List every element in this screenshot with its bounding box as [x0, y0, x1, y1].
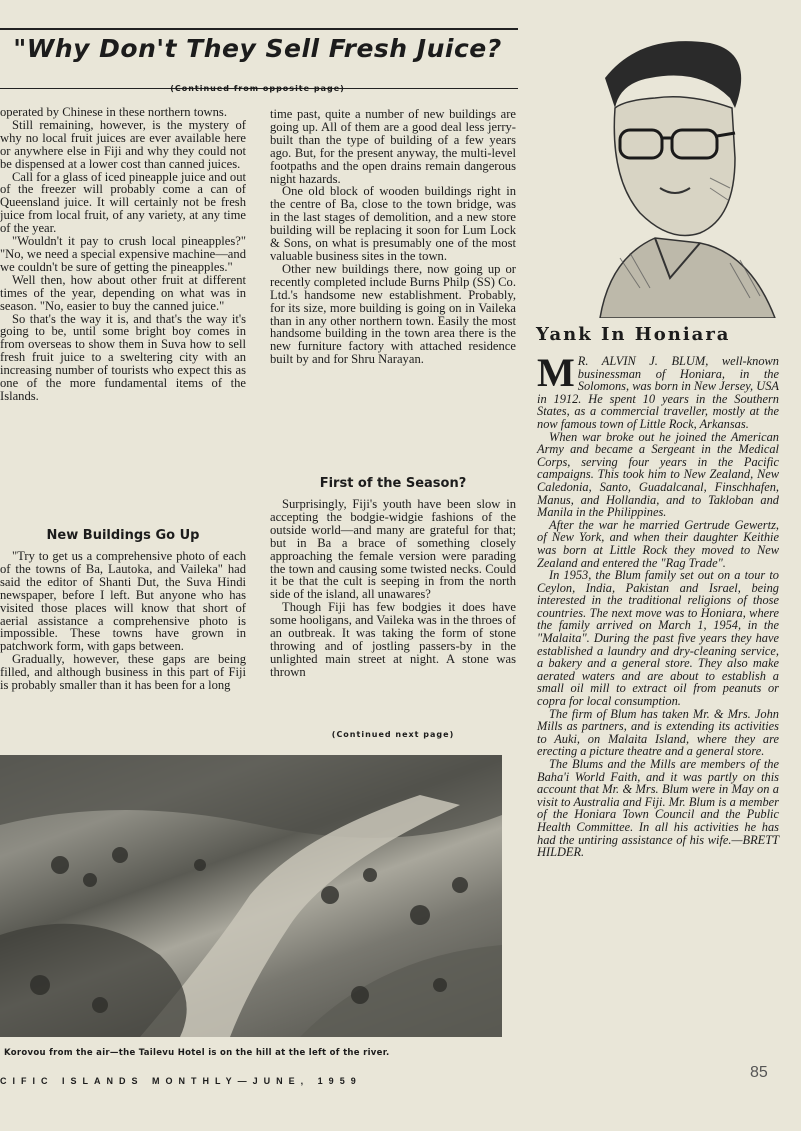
paragraph: Well then, how about other fruit at different times of the year, depending on what was in season. "No, easier to buy the canned juice." — [0, 272, 246, 313]
article-column-2b — [270, 498, 516, 679]
paragraph: Gradually, however, these gaps are being filled, and although business in this part of Fiji is probably smaller than it has been for a long — [0, 652, 246, 693]
article-headline: "Why Don't They Sell Fresh Juice? — [13, 34, 502, 63]
subhead-new-buildings: New Buildings Go Up — [46, 528, 200, 543]
continued-from-label: (Continued from opposite page) — [170, 84, 345, 93]
man-portrait-illustration — [560, 38, 790, 318]
paragraph: Still remaining, however, is the mystery of why no local fruit juices are ever available here or anywhere else in Fiji and why they could not be dispensed at a lower cost than canned juices. — [0, 117, 246, 171]
paragraph: Surprisingly, Fiji's youth have been slow in accepting the bodgie-widgie fashions of the outside world—and many are grateful for that; but in Ba a brace of something closely approaching the female version were parading the town and causing some twisted necks. Could it be that the cult is seeping in from the north side of the island, all unawares? — [270, 497, 516, 602]
magazine-footer: CIFIC ISLANDS MONTHLY—JUNE, 1959 — [0, 1076, 362, 1086]
paragraph: "Wouldn't it pay to crush local pineapples?" "No, we need a special expensive machine—and we couldn't be sure of getting the pineapples." — [0, 234, 246, 274]
continued-next-label: (Continued next page) — [331, 730, 455, 739]
paragraph: After the war he married Gertrude Gewertz, of New York, and when their daughter Keithie was born at Little Rock they moved to New Zealand and entered the "Rag Trade". — [537, 517, 779, 570]
paragraph: One old block of wooden buildings right in the centre of Ba, close to the town bridge, was in the last stages of demolition, and a new store building will be replacing it soon for Lum Lock & Sons, on what is presumably one of the most valuable business sites in the town. — [270, 184, 516, 263]
paragraph: In 1953, the Blum family set out on a tour to Ceylon, India, Pakistan and Israel, being interested in the traditional religions of those countries. The next move was to Honiara, where the family arrived on March 1, 1954, in the "Malaita". During the past five years they have established a laundry and dry-cleaning service, a bakery and a general store. They also make aerated waters and are about to establish a small oil mill to extract oil from peanuts or copra for local consumption. — [537, 568, 779, 709]
article-column-1b — [0, 550, 246, 692]
article-column-1 — [0, 106, 246, 403]
paragraph: Though Fiji has few bodgies it does have some hooligans, and Vaileka was in the throes of an outbreak. It was taking the form of stone throwing and of jostling passers-by in the unlighted main street at night. A stone was thrown — [270, 600, 516, 679]
aerial-photo — [0, 755, 502, 1037]
subhead-first-of-season: First of the Season? — [319, 476, 467, 491]
paragraph: M R. ALVIN J. BLUM, well-known businessman of Honiara, in the Solomons, was born in New Jersey, USA in 1912. He spent 10 years in the Southern States, as a commercial traveller, mostly at the now famous town of Little Rock, Arkansas. — [537, 350, 779, 431]
paragraph: operated by Chinese in these northern towns. — [0, 105, 227, 119]
paragraph: So that's the way it is, and that's the way it's going to be, until some bright boy comes in from overseas to show them in Suva how to sell fresh fruit juice to a sweltering city with an increasing number of tourists who expect this as one of the more fundamental items of the Islands. — [0, 311, 246, 403]
aerial-photo-illustration — [0, 755, 502, 1037]
sidebar-title: Yank In Honiara — [536, 324, 731, 345]
paragraph: Call for a glass of iced pineapple juice and out of the freezer will probably come a can of Queensland juice. It will certainly not be fresh juice from local fruit, of any variety, at any time of the year. — [0, 169, 246, 236]
paragraph: time past, quite a number of new buildings are going up. All of them are a good deal less jerry-built than the type of building of a few years ago. But, for the present anyway, the multi-level footpaths and the open drains remain dangerous night hazards. — [270, 107, 516, 186]
paragraph: "Try to get us a comprehensive photo of each of the towns of Ba, Lautoka, and Vaileka" had said the editor of Shanti Dut, the Suva Hindi newspaper, before I left. But anyone who has visited those places will know that short of aerial assistance a comprehensive photo is impossible. These towns have grown in patchwork form, with gaps between. — [0, 549, 246, 654]
paragraph: When war broke out he joined the American Army and became a Sergeant in the Medical Corps, serving four years in the Pacific campaigns. This took him to New Zealand, New Caledonia, Santo, Guadalcanal, Finschhafen, Manus, and Hollandia, and to Takloban and Manila in the Philippines. — [537, 429, 779, 520]
drop-cap: M — [537, 350, 575, 395]
portrait-sketch — [560, 38, 790, 318]
page-number: 85 — [750, 1064, 768, 1081]
photo-caption: Korovou from the air—the Tailevu Hotel is on the hill at the left of the river. — [4, 1048, 390, 1058]
article-column-2 — [270, 108, 516, 366]
paragraph: The Blums and the Mills are members of the Baha'i World Faith, and it was partly on this account that Mr. & Mrs. Blum were in May on a visit to Australia and Fiji. Mr. Blum is a member of the Honiara Town Council and the Public Health Committee. In all his activities he has had the untiring assistance of his wife.—BRETT HILDER. — [537, 757, 779, 860]
top-rule — [0, 28, 518, 30]
sidebar-body — [537, 350, 779, 860]
paragraph: Other new buildings there, now going up or recently completed include Burns Philp (SS) Co. Ltd.'s handsome new establishment. Probably, for its size, more building is going on in Vaileka than in any other northern town. Easily the most handsome building in the town area there is the new furniture factory with attached residence built by and for Shru Narayan. — [270, 261, 516, 367]
paragraph: The firm of Blum has taken Mr. & Mrs. John Mills as partners, and is extending its activities to Auki, on Malaita Island, where they are erecting a picture theatre and a general store. — [537, 706, 779, 759]
